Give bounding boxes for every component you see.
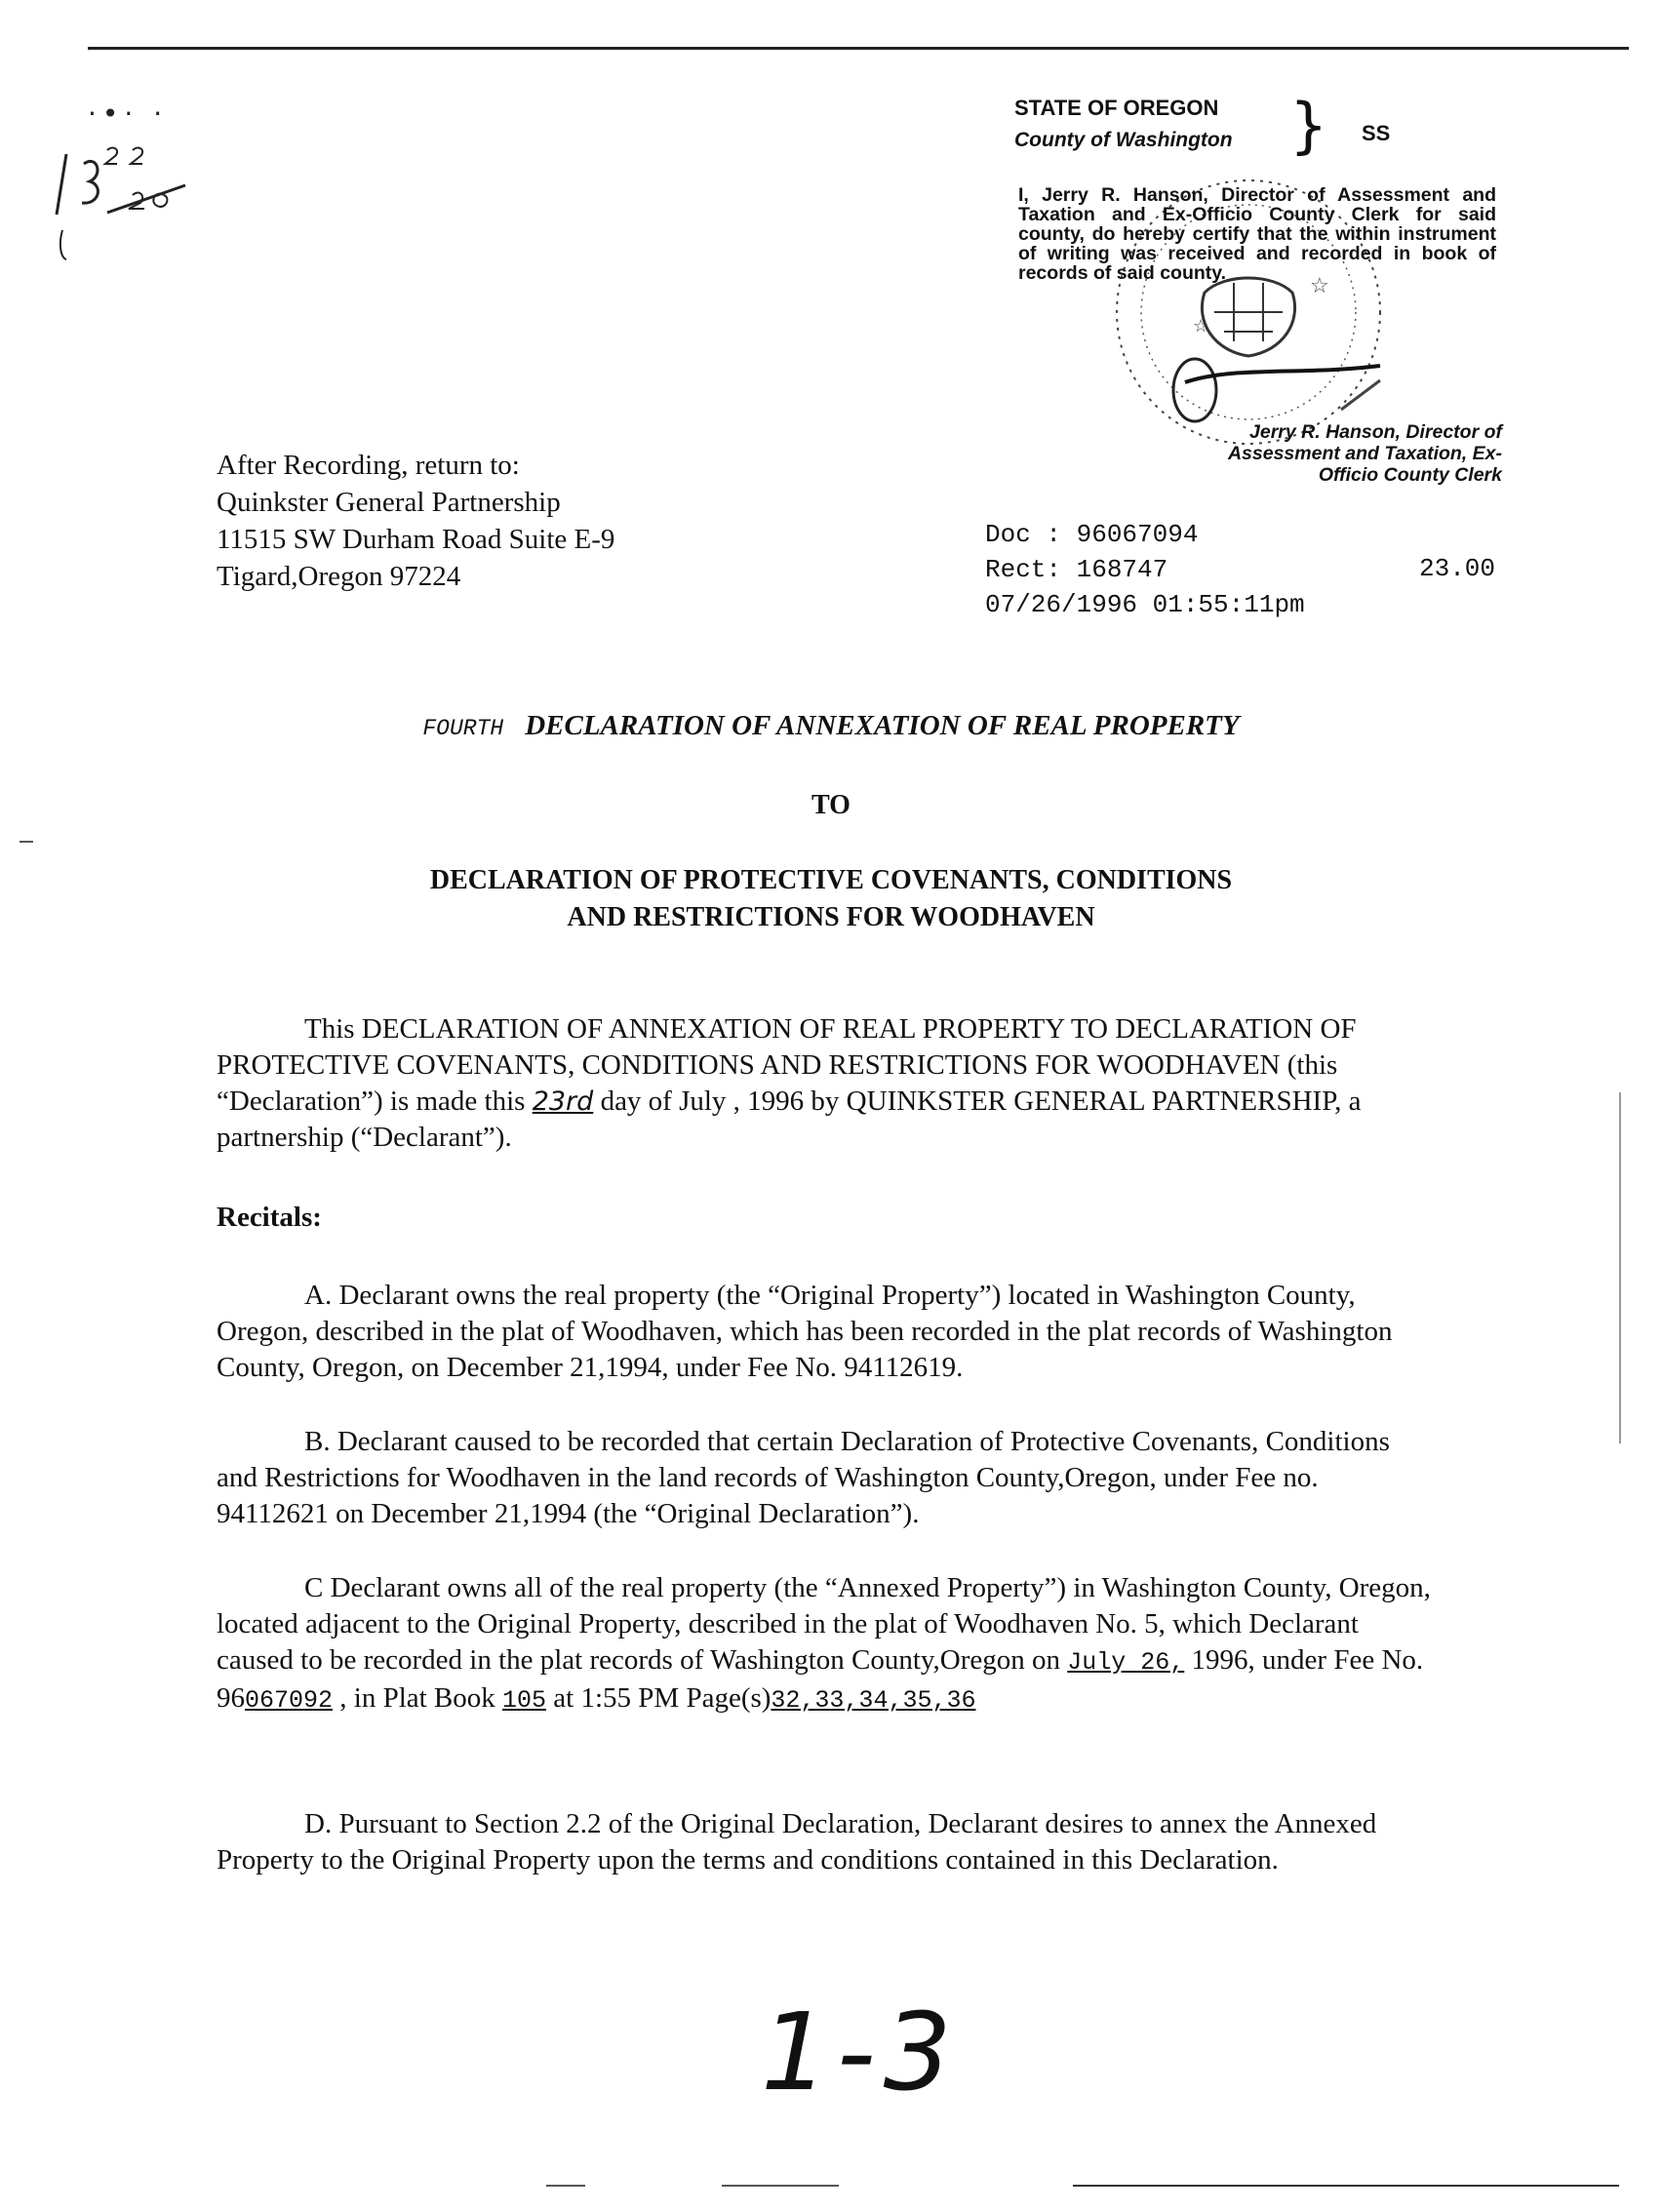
svg-text:☆: ☆: [1193, 316, 1209, 336]
return-line-4: Tigard,Oregon 97224: [217, 561, 461, 592]
recital-c-part-2: 1996, under Fee No. 96: [217, 1644, 1424, 1714]
return-line-1: After Recording, return to:: [217, 450, 520, 481]
pages-fill: 32,33,34,35,36: [771, 1686, 976, 1715]
document-title: [0, 710, 1662, 742]
title-line-2: TO: [811, 790, 851, 820]
recital-c-part-4: at 1:55 PM Page(s): [546, 1682, 772, 1714]
receipt-number: Rect: 168747: [985, 555, 1168, 584]
scan-edge-mark: [1619, 1092, 1621, 1443]
recital-c-part-1: C Declarant owns all of the real property (the “Annexed Property”) in Washington County, Oregon, located adjacent to the Original Property, described in the plat of Woodhaven No. 5, which Declarant caused to be recorded in the plat records of Washington County,Oregon on: [217, 1572, 1431, 1676]
recital-d-text: D. Pursuant to Section 2.2 of the Original Declaration, Declarant desires to annex the Annexed Property to the Original Property upon the terms and conditions contained in this Declaration.: [217, 1808, 1377, 1876]
svg-text:☆: ☆: [1310, 274, 1329, 298]
title-line-4: AND RESTRICTIONS FOR WOODHAVEN: [567, 902, 1095, 932]
title-ordinal: FOURTH: [422, 716, 504, 741]
subtitle: [0, 862, 1662, 936]
intro-paragraph: [217, 1011, 1436, 1156]
plat-date-fill: July 26,: [1067, 1648, 1185, 1677]
intro-part-1: This DECLARATION OF ANNEXATION OF REAL PROPERTY TO DECLARATION OF PROTECTIVE COVENANTS, CONDITIONS AND RESTRICTIONS FOR WOODHAVEN (this “Declaration”) is made this: [217, 1013, 1357, 1117]
state-label: STATE OF OREGON: [1014, 96, 1219, 120]
recital-a: [217, 1278, 1436, 1386]
recording-fee: 23.00: [1419, 554, 1496, 583]
doc-number: Doc : 96067094: [985, 520, 1199, 549]
recording-timestamp: 07/26/1996 01:55:11pm: [985, 590, 1305, 619]
return-line-3: 11515 SW Durham Road Suite E-9: [217, 524, 615, 555]
scan-mark: [20, 841, 33, 843]
recital-b-text: B. Declarant caused to be recorded that certain Declaration of Protective Covenants, Conditions and Restrictions for Woodhaven in the land records of Washington County,Oregon, under Fee no. 94112621 on December 21,1994 (the “Original Declaration”).: [217, 1426, 1390, 1529]
bottom-rule: [1073, 2185, 1619, 2187]
county-label: County of Washington: [1014, 129, 1233, 151]
brace-glyph: }: [1289, 90, 1328, 161]
clerk-signature-block: [1122, 421, 1502, 486]
title-line-3: DECLARATION OF PROTECTIVE COVENANTS, CONDITIONS: [429, 865, 1233, 895]
intro-part-2: day of July , 1996 by QUINKSTER GENERAL PARTNERSHIP, a partnership (“Declarant”).: [217, 1086, 1362, 1153]
return-line-2: Quinkster General Partnership: [217, 487, 561, 518]
recital-d: [217, 1806, 1436, 1878]
director-line-2: Assessment and Taxation, Ex-: [1227, 443, 1502, 464]
handwritten-annotation: [39, 137, 205, 273]
director-line-1: Jerry R. Hanson, Director of: [1249, 421, 1502, 443]
corner-marks: ·•· ·: [88, 98, 169, 130]
handwritten-page-mark: 1-3: [761, 1990, 960, 2114]
plat-book-fill: 105: [502, 1686, 547, 1715]
fee-number-fill: 067092: [245, 1686, 334, 1715]
scan-mark: [722, 2185, 839, 2187]
recital-b: [217, 1424, 1436, 1532]
recital-c: [217, 1570, 1436, 1718]
day-fill: 23rd: [532, 1086, 594, 1117]
recital-a-text: A. Declarant owns the real property (the “Original Property”) located in Washington County, Oregon, described in the plat of Woodhaven, which has been recorded in the plat records of Washington County, Oregon, on December 21,1994, under Fee No. 94112619.: [217, 1280, 1393, 1383]
director-line-3: Officio County Clerk: [1318, 464, 1502, 486]
ss-label: SS: [1362, 121, 1391, 145]
top-rule: [88, 47, 1629, 50]
recording-info: [985, 517, 1305, 622]
clerk-certification-text: I, Jerry R. Hanson, Director of Assessment and Taxation and Ex-Officio County Clerk for said county, do hereby certify that the within instrument of writing was received and recorded in book of records of said county.: [1018, 184, 1496, 284]
title-line-1: DECLARATION OF ANNEXATION OF REAL PROPERTY: [525, 710, 1240, 741]
return-address: [217, 447, 614, 595]
scan-mark: [546, 2185, 585, 2187]
clerk-header: [1014, 96, 1522, 152]
recitals-heading: Recitals:: [217, 1202, 322, 1233]
recital-c-part-3: , in Plat Book: [333, 1682, 503, 1714]
